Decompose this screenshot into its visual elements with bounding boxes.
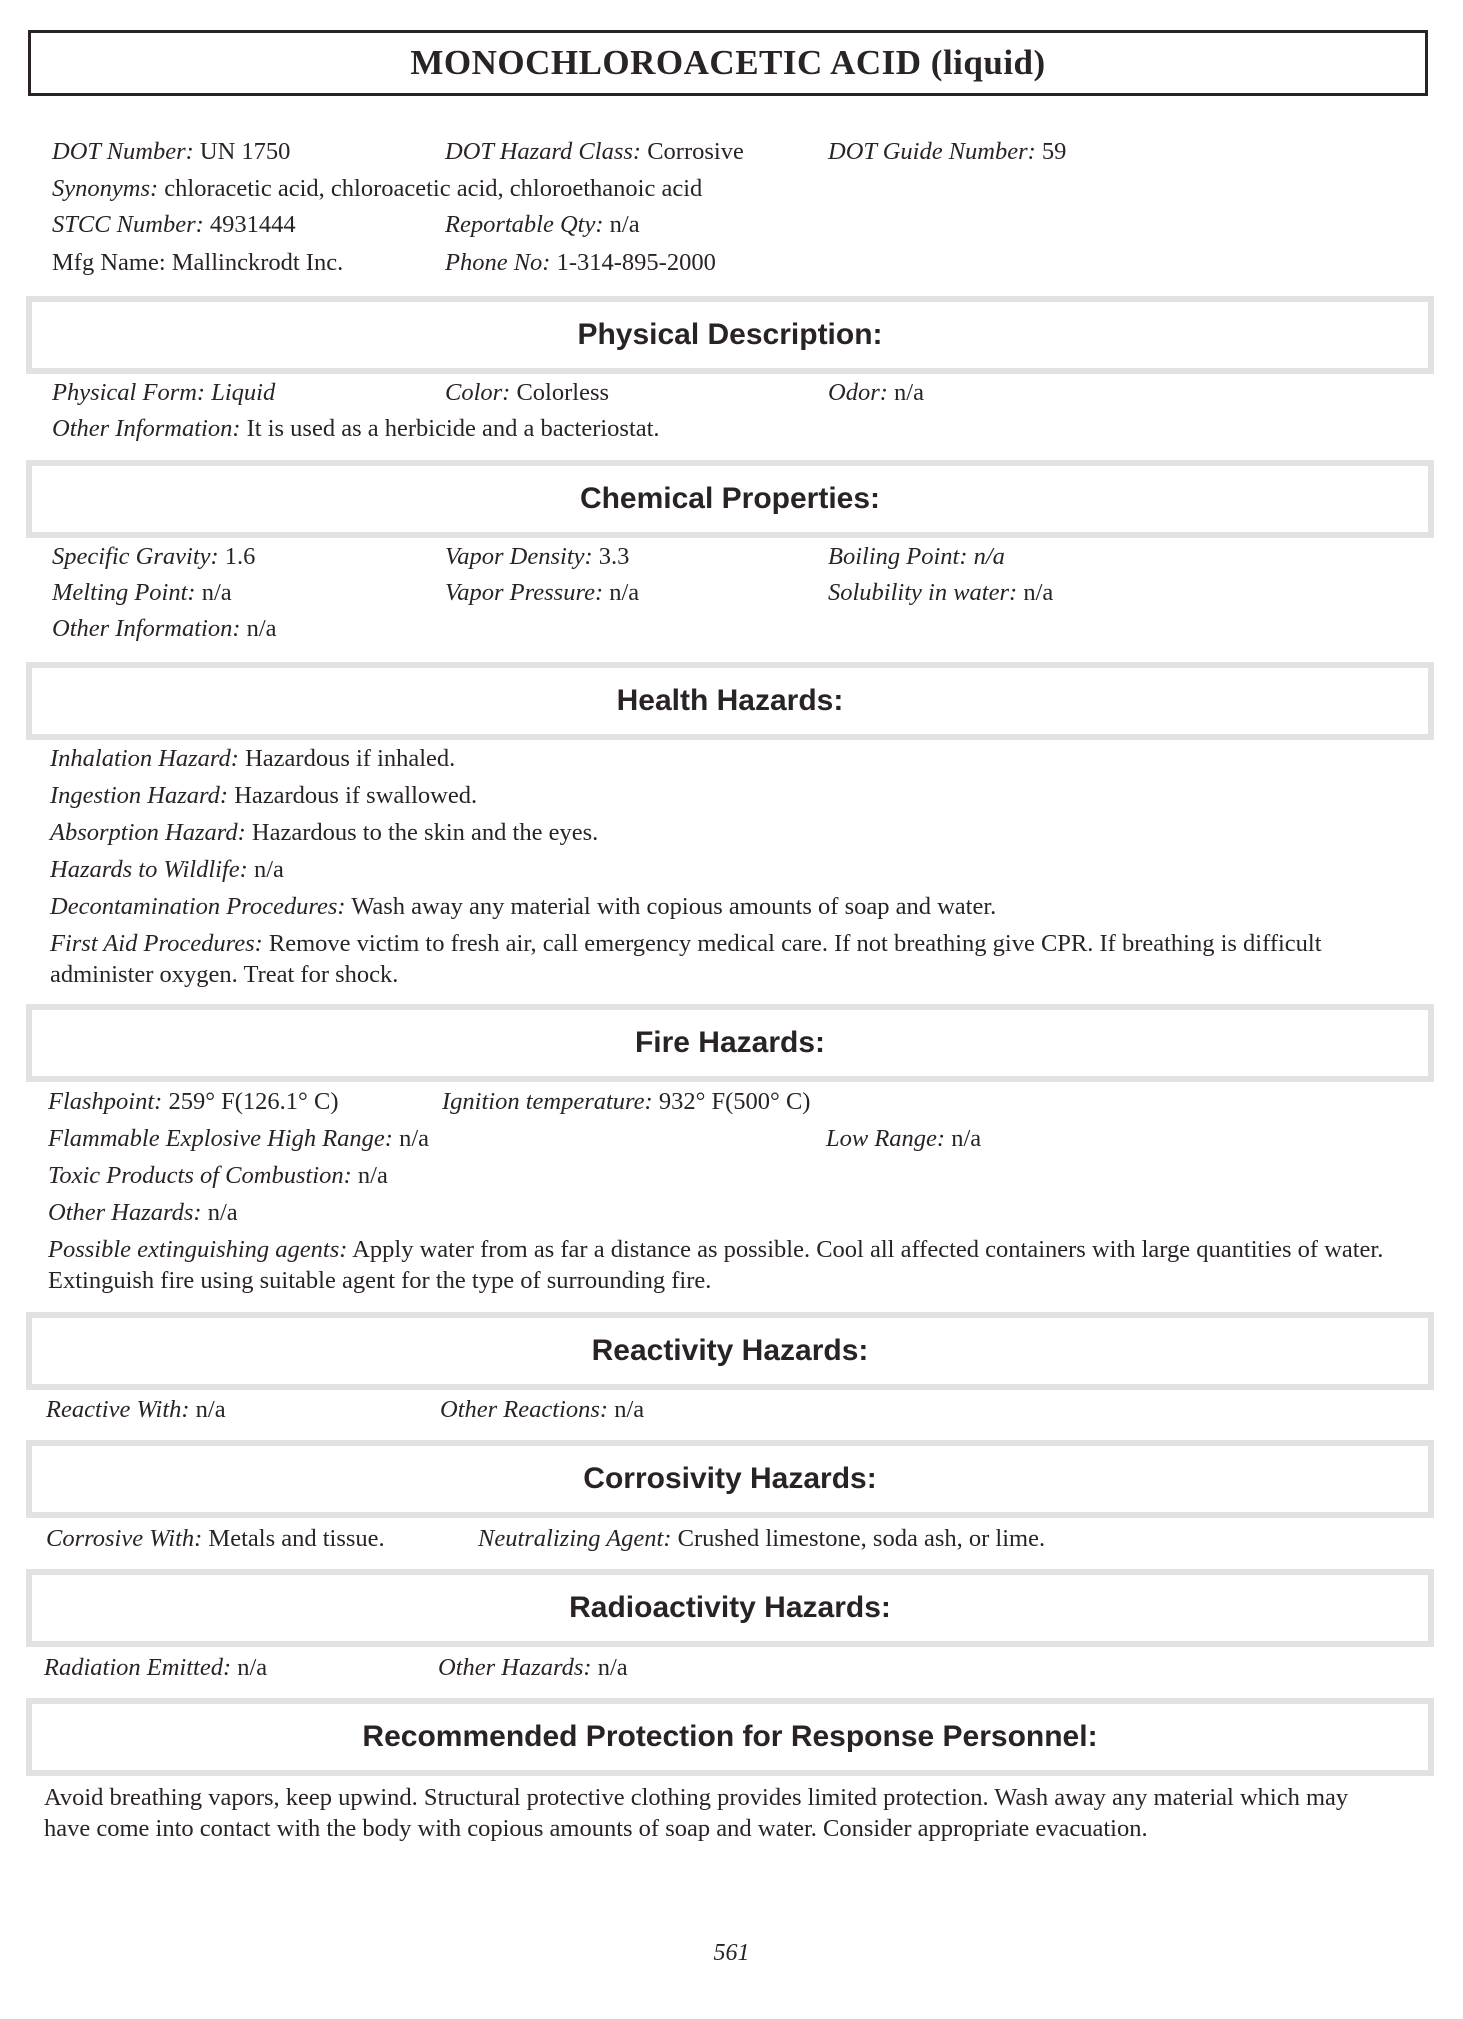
odor-field (828, 378, 924, 408)
stcc-number-field (52, 210, 296, 240)
flammable-high-range-value: n/a (399, 1125, 430, 1152)
protection-heading: Recommended Protection for Response Personnel: (362, 1720, 1098, 1753)
solubility-value: n/a (1023, 579, 1054, 606)
physical-other-info-value: It is used as a herbicide and a bacteriostat. (246, 415, 660, 442)
ignition-temperature-label: Ignition temperature: (442, 1088, 653, 1115)
low-range-value: n/a (951, 1125, 982, 1152)
color-field (445, 378, 609, 408)
health-hazards-heading: Health Hazards: (616, 684, 844, 717)
specific-gravity-label: Specific Gravity: (52, 543, 219, 570)
vapor-pressure-field (445, 578, 639, 608)
toxic-products-value: n/a (357, 1162, 388, 1189)
protection-text: Avoid breathing vapors, keep upwind. Structural protective clothing provides limited protection. Wash away any material which may have come into contact with the body with copious amounts of soap and water. Consider appropriate evacuation. (44, 1784, 1349, 1842)
odor-label: Odor: (828, 379, 888, 406)
other-reactions-label: Other Reactions: (440, 1396, 609, 1423)
absorption-hazard-value: Hazardous to the skin and the eyes. (251, 819, 599, 846)
neutralizing-agent-field (478, 1524, 1045, 1554)
wildlife-hazard-value: n/a (253, 856, 284, 883)
wildlife-hazard-field (50, 855, 284, 885)
first-aid-value: Remove victim to fresh air, call emergency medical care. If not breathing give CPR. If breathing is difficult administer oxygen. Treat for shock. (50, 930, 1322, 988)
toxic-products-label: Toxic Products of Combustion: (48, 1162, 352, 1189)
phone-no-label: Phone No: (445, 249, 551, 276)
phone-no-value: 1-314-895-2000 (556, 249, 716, 276)
boiling-point-label: Boiling Point: (828, 543, 968, 570)
other-reactions-value: n/a (614, 1396, 645, 1423)
physical-description-heading: Physical Description: (577, 318, 883, 351)
neutralizing-agent-label: Neutralizing Agent: (478, 1525, 672, 1552)
fire-other-hazards-field (48, 1198, 238, 1228)
wildlife-hazard-label: Hazards to Wildlife: (50, 856, 248, 883)
odor-value: n/a (894, 379, 924, 406)
absorption-hazard-label: Absorption Hazard: (50, 819, 246, 846)
vapor-density-label: Vapor Density: (445, 543, 593, 570)
physical-form-value: Liquid (211, 379, 276, 406)
first-aid-label: First Aid Procedures: (50, 930, 263, 957)
stcc-number-label: STCC Number: (52, 211, 204, 238)
ingestion-hazard-field (50, 781, 477, 811)
flammable-high-range-field (48, 1124, 429, 1154)
extinguishing-agents-label: Possible extinguishing agents: (48, 1236, 348, 1263)
dot-hazard-class-field (445, 137, 744, 167)
radio-other-hazards-label: Other Hazards: (438, 1654, 592, 1681)
decontamination-field (50, 892, 996, 922)
physical-form-label: Physical Form: (52, 379, 206, 406)
corrosive-with-value: Metals and tissue. (208, 1525, 385, 1552)
radio-other-hazards-value: n/a (597, 1654, 628, 1681)
other-reactions-field (440, 1395, 644, 1425)
dot-hazard-class-value: Corrosive (647, 138, 744, 165)
specific-gravity-field (52, 542, 255, 572)
vapor-density-value: 3.3 (598, 543, 630, 570)
fire-other-hazards-value: n/a (207, 1199, 238, 1226)
melting-point-field (52, 578, 232, 608)
dot-number-label: DOT Number: (52, 138, 194, 165)
synonyms-value: chloracetic acid, chloroacetic acid, chloroethanoic acid (164, 175, 703, 202)
synonyms-label: Synonyms: (52, 175, 159, 202)
physical-form-field (52, 378, 275, 408)
reactivity-hazards-header (26, 1312, 1434, 1390)
boiling-point-value: n/a (973, 543, 1005, 570)
low-range-label: Low Range: (826, 1125, 946, 1152)
mfg-name-label: Mfg Name: (52, 249, 166, 276)
phone-no-field (445, 248, 716, 278)
melting-point-label: Melting Point: (52, 579, 196, 606)
chemical-other-info-field (52, 614, 277, 644)
page-number: 561 (713, 1940, 750, 1966)
fire-other-hazards-label: Other Hazards: (48, 1199, 202, 1226)
radioactivity-hazards-heading: Radioactivity Hazards: (569, 1591, 891, 1624)
radioactivity-hazards-header (26, 1569, 1434, 1647)
low-range-field (826, 1124, 981, 1154)
inhalation-hazard-label: Inhalation Hazard: (50, 745, 239, 772)
dot-number-field (52, 137, 290, 167)
dot-guide-number-field (828, 137, 1066, 167)
corrosive-with-field (46, 1524, 385, 1554)
solubility-field (828, 578, 1053, 608)
solubility-label: Solubility in water: (828, 579, 1018, 606)
specific-gravity-value: 1.6 (224, 543, 256, 570)
flammable-high-range-label: Flammable Explosive High Range: (48, 1125, 393, 1152)
fire-hazards-header (26, 1004, 1434, 1082)
reactive-with-value: n/a (195, 1396, 226, 1423)
synonyms-field (52, 174, 702, 204)
toxic-products-field (48, 1161, 388, 1191)
health-hazards-header (26, 662, 1434, 740)
reportable-qty-value: n/a (609, 211, 640, 238)
physical-other-info-field (52, 414, 660, 444)
inhalation-hazard-value: Hazardous if inhaled. (245, 745, 456, 772)
radiation-emitted-value: n/a (237, 1654, 268, 1681)
reportable-qty-label: Reportable Qty: (445, 211, 604, 238)
color-label: Color: (445, 379, 511, 406)
mfg-name-field (52, 248, 343, 278)
vapor-pressure-value: n/a (609, 579, 640, 606)
color-value: Colorless (516, 379, 610, 406)
stcc-number-value: 4931444 (209, 211, 296, 238)
dot-guide-number-value: 59 (1041, 138, 1067, 165)
absorption-hazard-field (50, 818, 598, 848)
fire-hazards-heading: Fire Hazards: (634, 1026, 826, 1059)
protection-header (26, 1698, 1434, 1776)
corrosivity-hazards-heading: Corrosivity Hazards: (583, 1462, 877, 1495)
reactive-with-label: Reactive With: (46, 1396, 190, 1423)
chemical-properties-heading: Chemical Properties: (579, 482, 881, 515)
dot-hazard-class-label: DOT Hazard Class: (445, 138, 642, 165)
first-aid-field (50, 928, 1420, 990)
inhalation-hazard-field (50, 744, 455, 774)
radiation-emitted-label: Radiation Emitted: (44, 1654, 232, 1681)
reactive-with-field (46, 1395, 226, 1425)
mfg-name-value: Mallinckrodt Inc. (171, 249, 344, 276)
ingestion-hazard-value: Hazardous if swallowed. (234, 782, 478, 809)
dot-guide-number-label: DOT Guide Number: (828, 138, 1036, 165)
flashpoint-label: Flashpoint: (48, 1088, 163, 1115)
boiling-point-field (828, 542, 1005, 572)
dot-number-value: UN 1750 (199, 138, 291, 165)
physical-description-header (26, 296, 1434, 374)
extinguishing-agents-value: Apply water from as far a distance as possible. Cool all affected containers with large quantities of water. Extinguish fire using suitable agent for the type of surrounding fire. (48, 1236, 1384, 1294)
corrosivity-hazards-header (26, 1440, 1434, 1518)
reactivity-hazards-heading: Reactivity Hazards: (591, 1334, 869, 1367)
reportable-qty-field (445, 210, 640, 240)
melting-point-value: n/a (201, 579, 232, 606)
flashpoint-field (48, 1087, 338, 1117)
vapor-pressure-label: Vapor Pressure: (445, 579, 604, 606)
radiation-emitted-field (44, 1653, 267, 1683)
ingestion-hazard-label: Ingestion Hazard: (50, 782, 229, 809)
vapor-density-field (445, 542, 629, 572)
flashpoint-value: 259° F(126.1° C) (168, 1088, 339, 1115)
chemical-properties-header (26, 460, 1434, 538)
neutralizing-agent-value: Crushed limestone, soda ash, or lime. (677, 1525, 1046, 1552)
extinguishing-agents-field (48, 1234, 1418, 1296)
ignition-temperature-field (442, 1087, 810, 1117)
corrosive-with-label: Corrosive With: (46, 1525, 203, 1552)
physical-other-info-label: Other Information: (52, 415, 241, 442)
title-box (28, 30, 1428, 96)
document-title: MONOCHLOROACETIC ACID (liquid) (410, 43, 1046, 82)
decontamination-label: Decontamination Procedures: (50, 893, 346, 920)
decontamination-value: Wash away any material with copious amounts of soap and water. (351, 893, 997, 920)
radio-other-hazards-field (438, 1653, 628, 1683)
ignition-temperature-value: 932° F(500° C) (658, 1088, 811, 1115)
chemical-other-info-value: n/a (246, 615, 277, 642)
chemical-other-info-label: Other Information: (52, 615, 241, 642)
